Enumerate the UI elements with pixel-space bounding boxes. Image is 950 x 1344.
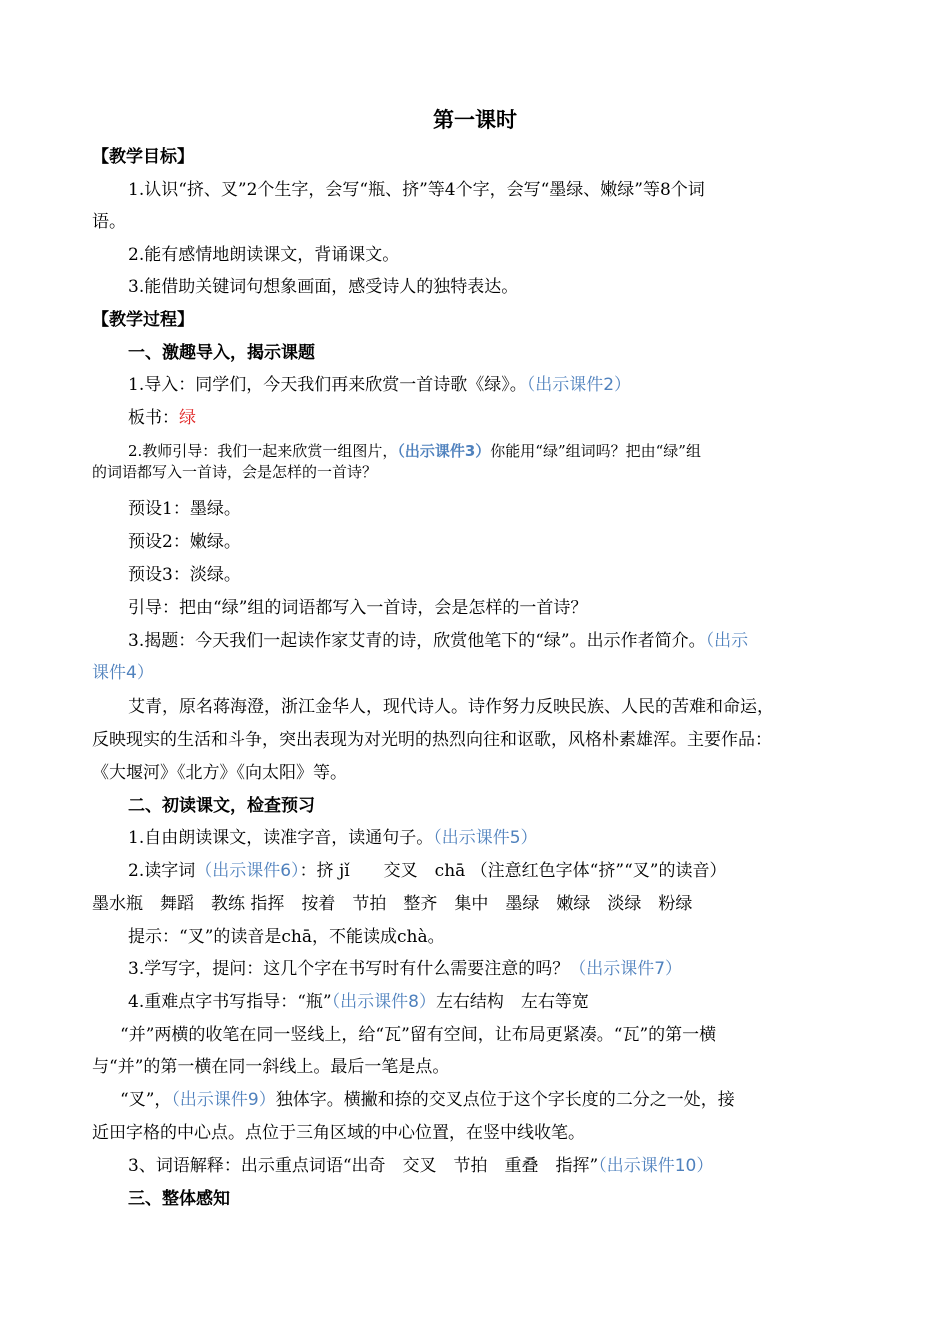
goal-1-cont: 语。 [92, 212, 126, 232]
section-3-heading: 三、整体感知 [128, 1189, 230, 1209]
cha-desc-tail: 独体字。横撇和捺的交叉点位于这个字长度的二分之一处，接 [275, 1090, 735, 1110]
author-bio-2: 反映现实的生活和斗争，突出表现为对光明的热烈向往和讴歌，风格朴素雄浑。主要作品： [92, 730, 772, 750]
s2-write-text: 3.学写字，提问：这几个字在书写时有什么需要注意的吗？ [128, 959, 570, 979]
preset-3: 预设3：淡绿。 [128, 565, 241, 585]
page-title: 第一课时 [433, 108, 517, 132]
slide-link-7: （出示课件7） [569, 959, 683, 979]
slide-link-2: （出示课件2） [526, 375, 632, 395]
board-writing [128, 407, 898, 429]
s1-reveal [128, 630, 898, 652]
vocab-explain [128, 1155, 898, 1177]
goals-heading: 【教学目标】 [92, 147, 194, 167]
vocab-explain-text: 3、词语解释：出示重点词语“出奇 交叉 节拍 重叠 指挥” [128, 1156, 599, 1176]
ping-desc-1: “并”两横的收笔在同一竖线上，给“瓦”留有空间，让布局更紧凑。“瓦”的第一横 [120, 1025, 717, 1045]
preset-1: 预设1：墨绿。 [128, 499, 241, 519]
s1-intro-text: 1.导入：同学们，今天我们再来欣赏一首诗歌《绿》。 [128, 375, 527, 395]
goal-3: 3.能借助关键词句想象画面，感受诗人的独特表达。 [128, 277, 519, 297]
s1-reveal-text: 3.揭题：今天我们一起读作家艾青的诗，欣赏他笔下的“绿”。出示作者简介。 [128, 631, 706, 651]
s1-guide-cont: 的词语都写入一首诗，会是怎样的一首诗？ [92, 463, 378, 481]
s1-guide-tail: 你能用“绿”组词吗？把由“绿”组 [490, 442, 701, 460]
cha-desc-1 [120, 1089, 890, 1111]
slide-link-9: （出示课件9） [171, 1090, 276, 1110]
s2-guide-ping-text: 4.重难点字书写指导：“瓶” [128, 992, 332, 1012]
guide-text: 引导：把由“绿”组的词语都写入一首诗，会是怎样的一首诗？ [128, 598, 588, 618]
s2-words-label: 2.读字词 [128, 861, 196, 881]
s2-guide-ping-tail: 左右结构 左右等宽 [435, 992, 589, 1012]
cha-desc-2: 近田字格的中心点。点位于三角区域的中心位置，在竖中线收笔。 [92, 1123, 585, 1143]
section-2-heading: 二、初读课文，检查预习 [128, 796, 315, 816]
slide-link-5: （出示课件5） [433, 828, 538, 848]
preset-2: 预设2：嫩绿。 [128, 532, 241, 552]
slide-link-3: （出示课件3） [397, 442, 491, 460]
s1-intro [128, 374, 898, 396]
s2-guide-ping [128, 991, 898, 1013]
cha-desc-head: “叉”， [120, 1090, 172, 1110]
slide-link-10: （出示课件10） [598, 1156, 714, 1176]
board-word: 绿 [179, 408, 196, 428]
board-label: 板书： [128, 408, 179, 428]
pronunciation-hint: 提示：“叉”的读音是chā，不能读成chà。 [128, 927, 445, 947]
slide-link-4a: （出示 [705, 631, 749, 651]
process-heading: 【教学过程】 [92, 310, 194, 330]
s2-write [128, 958, 898, 980]
s1-guide [128, 440, 898, 462]
slide-link-4b: 课件4） [92, 663, 154, 683]
s2-words-line [128, 860, 898, 882]
author-bio-3: 《大堰河》《北方》《向太阳》等。 [92, 763, 347, 783]
section-1-heading: 一、激趣导入，揭示课题 [128, 343, 315, 363]
goal-2: 2.能有感情地朗读课文，背诵课文。 [128, 245, 400, 265]
word-list: 墨水瓶 舞蹈 教练 指挥 按着 节拍 整齐 集中 墨绿 嫩绿 淡绿 粉绿 [92, 894, 693, 914]
s1-guide-text: 2.教师引导：我们一起来欣赏一组图片， [128, 442, 398, 460]
s2-read-text: 1.自由朗读课文，读准字音，读通句子。 [128, 828, 434, 848]
author-bio-1: 艾青，原名蒋海澄，浙江金华人，现代诗人。诗作努力反映民族、人民的苦难和命运， [128, 697, 774, 717]
ping-desc-2: 与“并”的第一横在同一斜线上。最后一笔是点。 [92, 1057, 450, 1077]
s2-read [128, 827, 898, 849]
slide-link-8: （出示课件8） [331, 992, 436, 1012]
slide-link-6: （出示课件6） [195, 861, 300, 881]
goal-1: 1.认识“挤、叉”2个生字，会写“瓶、挤”等4个字，会写“墨绿、嫩绿”等8个词 [128, 180, 705, 200]
s2-words-tail: ：挤 jǐ 交叉 chā （注意红色字体“挤”“叉”的读音） [299, 861, 727, 881]
